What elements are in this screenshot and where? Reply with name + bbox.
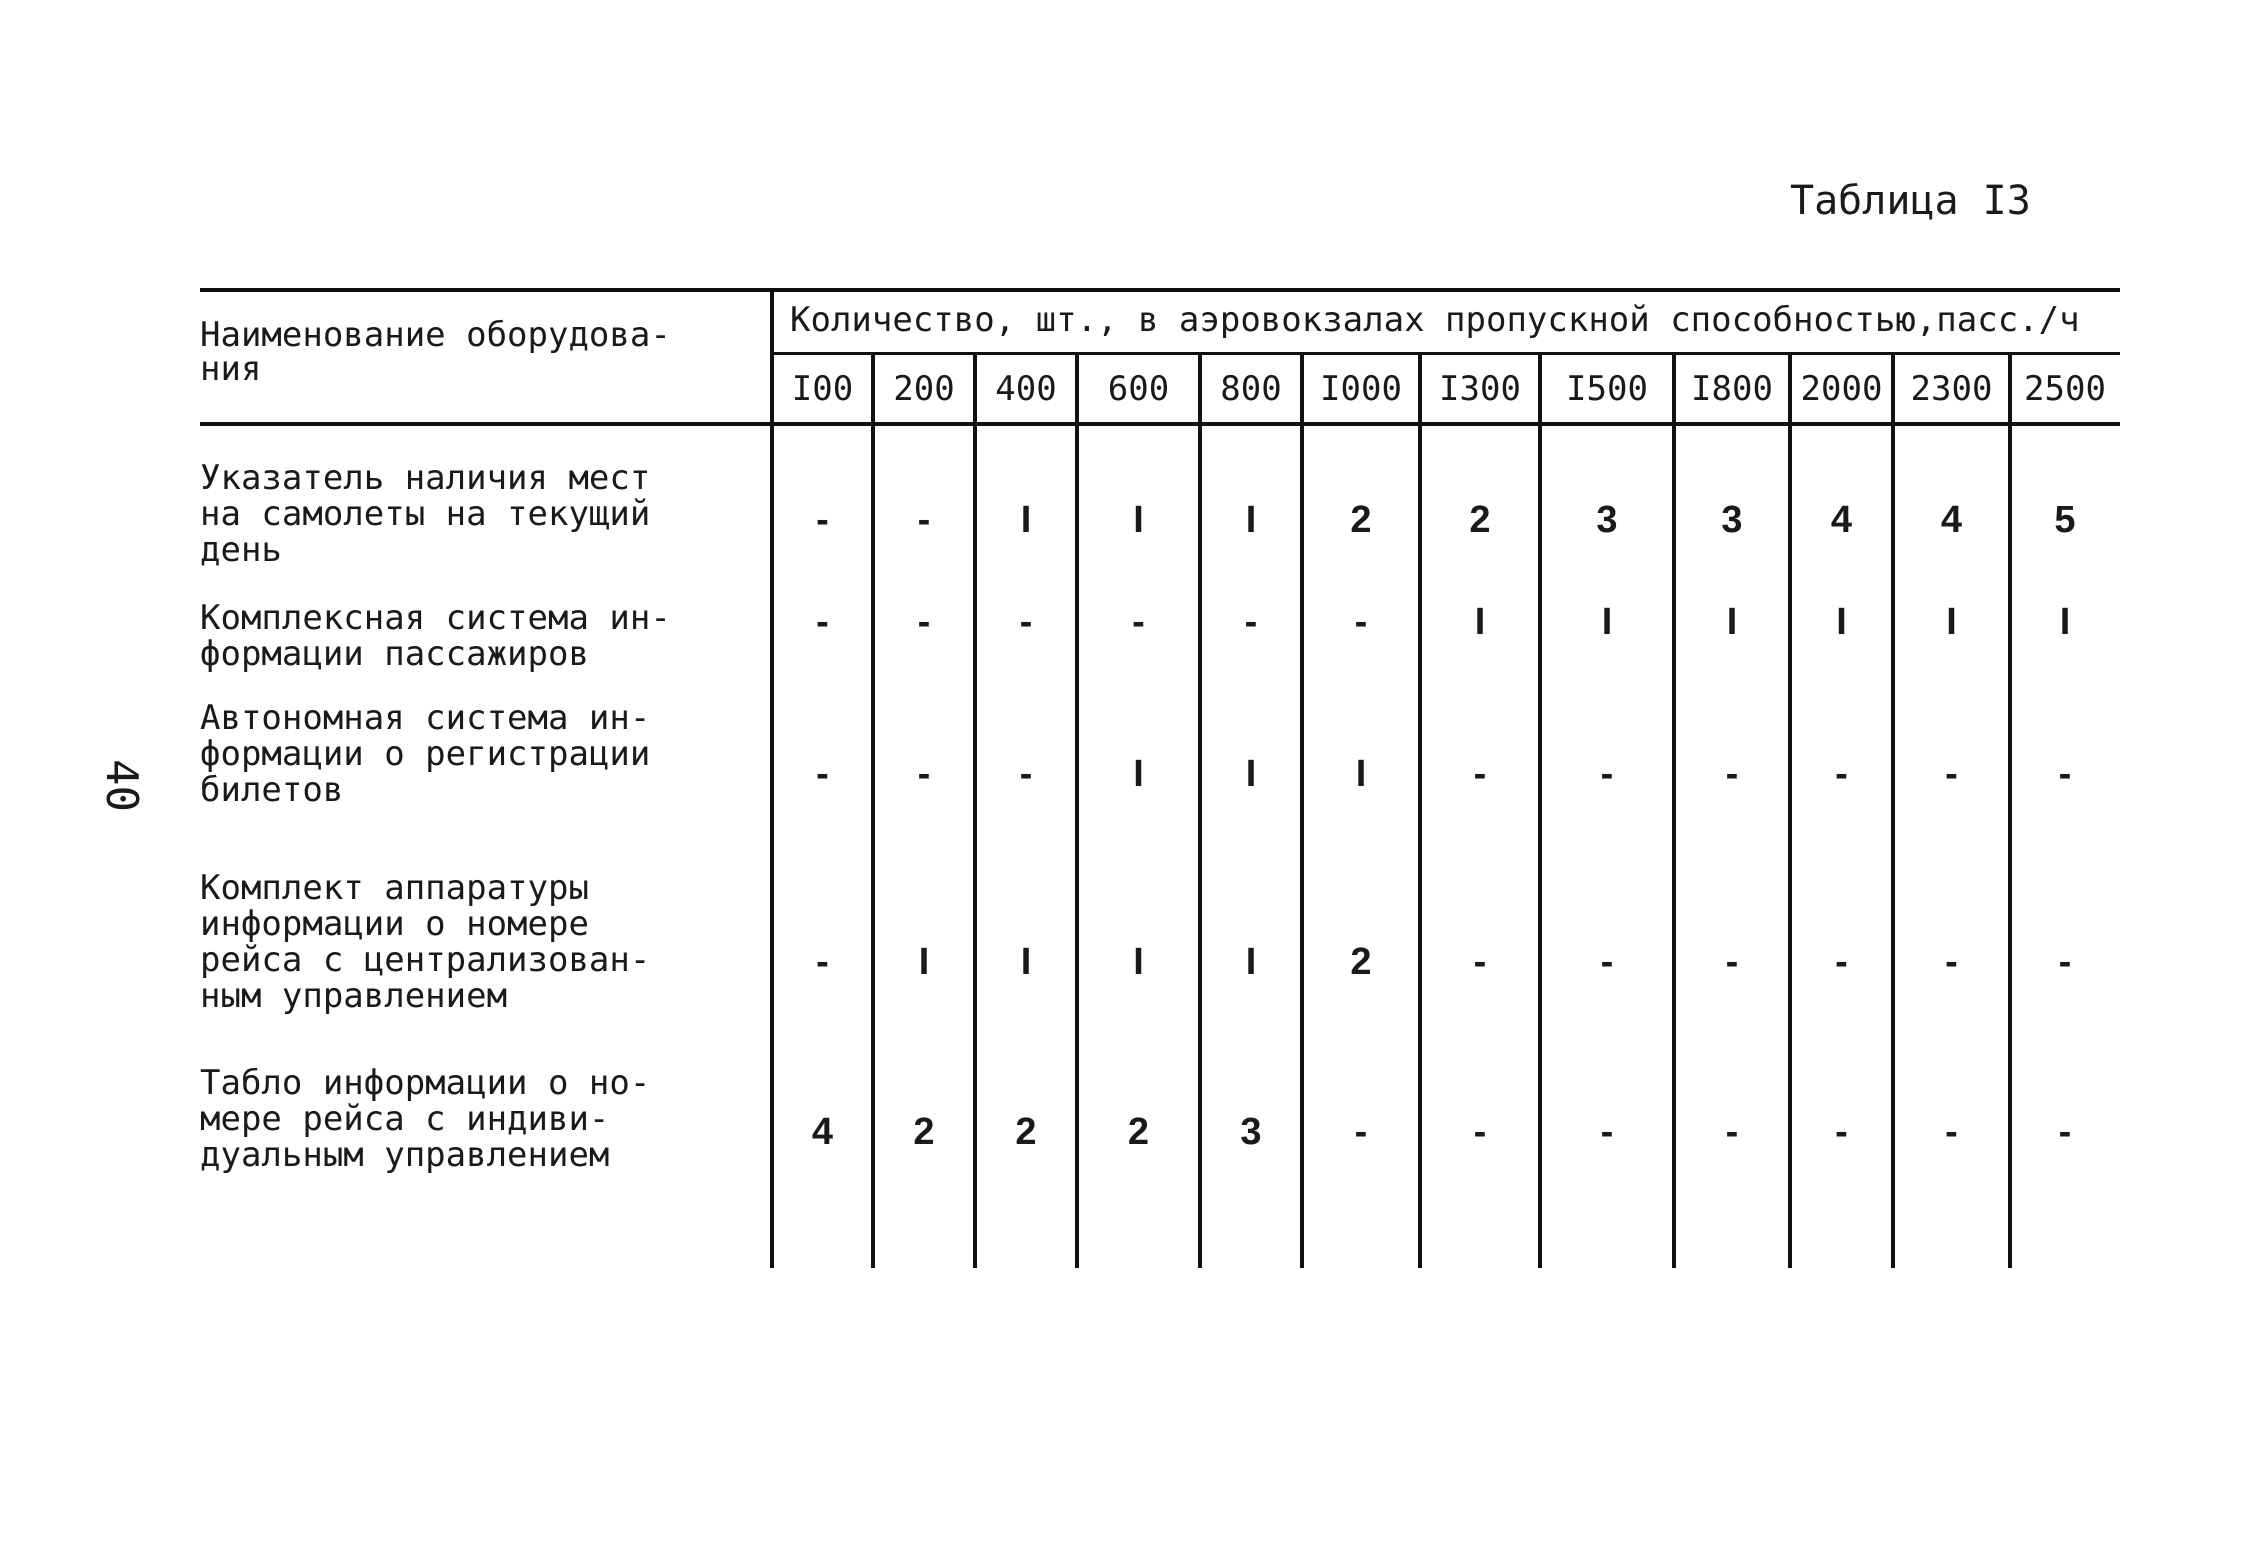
- quantity-cell: I: [1020, 941, 1032, 983]
- quantity-cell: -: [1244, 601, 1258, 643]
- quantity-cell: -: [1473, 941, 1487, 983]
- quantity-cell: -: [917, 601, 931, 643]
- capacity-header-cell: I800: [1691, 369, 1773, 409]
- capacity-header-cell: 2300: [1910, 369, 1993, 409]
- equipment-name: Комплексная система ин- формации пассажиров: [200, 598, 671, 674]
- quantity-cell: -: [1354, 1111, 1368, 1153]
- quantity-cell: I: [1020, 499, 1032, 541]
- equipment-name: Табло информации о но- мере рейса с индиви- дуальным управлением: [200, 1063, 651, 1175]
- quantity-cell: 4: [1940, 499, 1963, 541]
- quantity-cell: 3: [1721, 499, 1743, 541]
- quantity-cell: 2: [913, 1111, 935, 1153]
- quantity-cell: I: [918, 941, 930, 983]
- quantity-cell: 3: [1596, 499, 1618, 541]
- quantity-cell: I: [1133, 499, 1144, 541]
- capacity-header-cell: 200: [893, 369, 955, 409]
- quantity-cell: -: [1945, 1111, 1958, 1153]
- capacity-header-cell: I000: [1320, 369, 1402, 409]
- capacity-header-cell: 400: [995, 369, 1057, 409]
- quantity-cell: -: [1725, 941, 1739, 983]
- quantity-cell: 2: [1015, 1111, 1037, 1153]
- quantity-cell: I: [1133, 941, 1144, 983]
- quantity-cell: -: [1945, 941, 1958, 983]
- quantity-cell: I: [1836, 601, 1847, 643]
- quantity-cell: 4: [1830, 499, 1853, 541]
- quantity-cell: -: [917, 499, 931, 541]
- quantity-cell: -: [2058, 941, 2072, 983]
- capacity-header-cell: 2000: [1800, 369, 1883, 409]
- quantity-cell: -: [1600, 941, 1614, 983]
- quantity-cell: -: [1473, 1111, 1487, 1153]
- quantity-cell: 2: [1350, 499, 1372, 541]
- quantity-cell: 4: [811, 1111, 834, 1153]
- quantity-cell: I: [1245, 753, 1257, 795]
- table-caption: Таблица I3: [1790, 178, 2031, 224]
- quantity-cell: 2: [1127, 1111, 1150, 1153]
- quantity-cell: -: [1019, 753, 1033, 795]
- capacity-header-cell: 2500: [2024, 369, 2106, 409]
- quantity-cell: I: [2059, 601, 2071, 643]
- quantity-cell: -: [1132, 601, 1145, 643]
- quantity-cell: 2: [1469, 499, 1491, 541]
- quantity-cell: -: [816, 941, 829, 983]
- quantity-cell: -: [917, 753, 931, 795]
- quantity-cell: I: [1133, 753, 1144, 795]
- quantity-cell: -: [816, 499, 829, 541]
- quantity-cell: 5: [2054, 499, 2076, 541]
- quantity-cell: -: [816, 753, 829, 795]
- quantity-cell: 3: [1240, 1111, 1262, 1153]
- quantity-cell: I: [1946, 601, 1957, 643]
- quantity-cell: 2: [1350, 941, 1372, 983]
- quantity-cell: -: [1473, 753, 1487, 795]
- capacity-header-cell: I00: [791, 369, 854, 409]
- equipment-name: Комплект аппаратуры информации о номере рейса с централизован- ным управлением: [200, 868, 651, 1016]
- quantity-cell: I: [1355, 753, 1367, 795]
- page-number: 40: [95, 759, 147, 812]
- capacity-header-cell: 600: [1107, 369, 1170, 409]
- quantity-cell: -: [1835, 753, 1848, 795]
- quantity-cell: I: [1245, 941, 1257, 983]
- capacity-header-cell: I300: [1439, 369, 1521, 409]
- quantity-cell: -: [816, 601, 829, 643]
- quantity-cell: I: [1474, 601, 1486, 643]
- quantity-cell: -: [2058, 753, 2072, 795]
- quantity-cell: -: [1600, 753, 1614, 795]
- quantity-header: Количество, шт., в аэровокзалах пропускной способностью,пасс./ч: [790, 300, 2080, 340]
- quantity-cell: -: [1600, 1111, 1614, 1153]
- equipment-name-header: Наименование оборудова- ния: [200, 315, 671, 389]
- quantity-cell: -: [1725, 1111, 1739, 1153]
- capacity-header-cell: I500: [1566, 369, 1648, 409]
- quantity-cell: -: [1019, 601, 1033, 643]
- quantity-cell: -: [1354, 601, 1368, 643]
- quantity-cell: -: [1945, 753, 1958, 795]
- quantity-cell: -: [2058, 1111, 2072, 1153]
- quantity-cell: -: [1835, 941, 1848, 983]
- capacity-header-cell: 800: [1220, 369, 1282, 409]
- table-top-rule: [200, 288, 2120, 292]
- equipment-name: Автономная система ин- формации о регистрации билетов: [200, 698, 651, 810]
- equipment-name: Указатель наличия мест на самолеты на текущий день: [200, 458, 651, 570]
- quantity-cell: I: [1601, 601, 1613, 643]
- quantity-cell: I: [1245, 499, 1257, 541]
- quantity-cell: I: [1726, 601, 1738, 643]
- quantity-cell: -: [1725, 753, 1739, 795]
- quantity-cell: -: [1835, 1111, 1848, 1153]
